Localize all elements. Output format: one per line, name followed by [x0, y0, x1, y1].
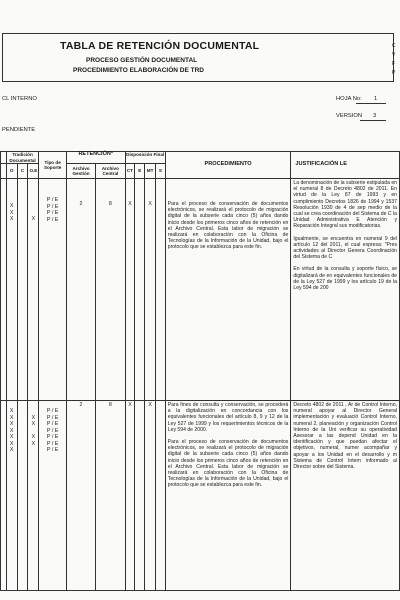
row1-mt: X [145, 179, 156, 401]
document-title: TABLA DE RETENCIÓN DOCUMENTAL [60, 40, 260, 52]
row2-ct: X [125, 401, 135, 591]
office-label: CL INTERNO [2, 96, 37, 102]
retencion-header: RETENCIÓN* [66, 152, 125, 164]
row1-gestion: 2 [66, 179, 95, 401]
table-row [1, 401, 400, 591]
col-c-header: C [17, 164, 28, 179]
disposicion-header: Disposición Final [125, 152, 165, 164]
row1-central: 8 [96, 179, 125, 401]
version-underline [360, 120, 386, 121]
col-s-header: S [156, 164, 166, 179]
row1-procedimiento: Para el proceso de conservación de documentos electrónicos, se realizará el protocolo de migración digital de la subserie cada cinco (5) años dando inicio desde los primeros cinco años de retención en el Archivo Central. Esta labor de migración se realizará en colaboración con la Oficina de Tecnologías de la Información de la Unidad, bajo el protocolo que se establezca para este fin. [165, 179, 291, 401]
row2-justificacion: Decreto 4802 de 2011 , Ar de Control Interno, numeral apoyar al Director General implementación y evaluació Control Interno, numeral 2. planeación y organización Control Interno de la Uni verificar su operatividad Asesorar a las depend Unidad en la identificación y que puedan afectar el objetivos, numeral, numer acompañar y apoyar a los Unidad en el desarrollo y m Sistema de Control Intern informado al Director sobre del Sistema. [291, 401, 400, 591]
row2-soporte: P / E P / E P / E P / E P / E P / E P / E [39, 401, 66, 591]
tipo-soporte-header: Tipo de Soporte [39, 152, 66, 179]
row1-justificacion: La denominación de la subserie estipulada en el numeral 8 de Decreto 4802 de 2011. En virtud de la Ley 87 de 1993 y en cumplimiento Decretos 1826 de 1994 y 1537 Resolución 1930 de 4 de sep medio de la cual se crea coordinación del Sistema de C la Unidad Administrativa E Atención y Reparación Integral sus modificatorias. Igualmente, se encuentra en numeral 9 del artículo 12 del 2011, el cual expresa: "Pres actividades al Director Genera Coordinación del Sistema de C En virtud de la consulta y soporte físico, se digitalizará de en equivalentes funcionales de de la Ley 527 de 1999 y los artículo 19 de la Ley 594 de 200 [291, 179, 400, 401]
row2-procedimiento: Para fines de consulta y conservación, se procederá a la digitalización en concordancia con los equivalentes funcionales del artículo 8, 9 y 12 de la Ley 527 de 1999 y los requerimientos técnicos de la Ley 594 de 2000. Para el proceso de conservación de documentos electrónicos, se realizará el protocolo de migración digital de la subserie cada cinco (5) años dando inicio desde los primeros cinco años de retención en el Archivo Central. Esta labor de migración se realizará en colaboración con la Oficina de Tecnologías de la Información de la Unidad, bajo el protocolo que se establezca para este fin. [165, 401, 291, 591]
row2-o-marks: X X X X X X X [6, 401, 17, 591]
row2-mt: X [145, 401, 156, 591]
row2-gestion: 2 [66, 401, 95, 591]
version-value: 3 [373, 113, 377, 119]
hoja-underline [356, 103, 386, 104]
row2-central: 8 [96, 401, 125, 591]
hoja-value: 1 [374, 96, 378, 102]
dependency-label: PENDIENTE [2, 127, 36, 133]
version-label: VERSION [336, 113, 363, 119]
procedure-subtitle: PROCEDIMIENTO ELABORACIÓN DE TRD [73, 67, 204, 74]
tradicion-header: Tradición Documental [6, 152, 39, 164]
col-e-header: E [135, 164, 145, 179]
col-o-header: O [6, 164, 17, 179]
row1-ct: X [125, 179, 135, 401]
col-mt-header: MT [145, 164, 156, 179]
retention-table [0, 151, 400, 591]
col-oe-header: O.E [28, 164, 39, 179]
row1-oe-marks: X [28, 179, 39, 401]
header-code: C V F P [392, 43, 396, 76]
archivo-central-header: Archivo Central [96, 164, 125, 179]
table-row [1, 179, 400, 401]
row1-o-marks: X X X [6, 179, 17, 401]
row1-soporte: P / E P / E P / E P / E [39, 179, 66, 401]
procedimiento-header: PROCEDIMIENTO [165, 152, 291, 179]
justificacion-header: JUSTIFICACIÓN LE [291, 152, 400, 179]
col-ct-header: CT [125, 164, 135, 179]
process-subtitle: PROCESO GESTIÓN DOCUMENTAL [86, 57, 198, 64]
archivo-gestion-header: Archivo Gestión [66, 164, 95, 179]
row2-oe-marks: X X X X [28, 401, 39, 591]
hoja-label: HOJA No: [336, 96, 362, 102]
